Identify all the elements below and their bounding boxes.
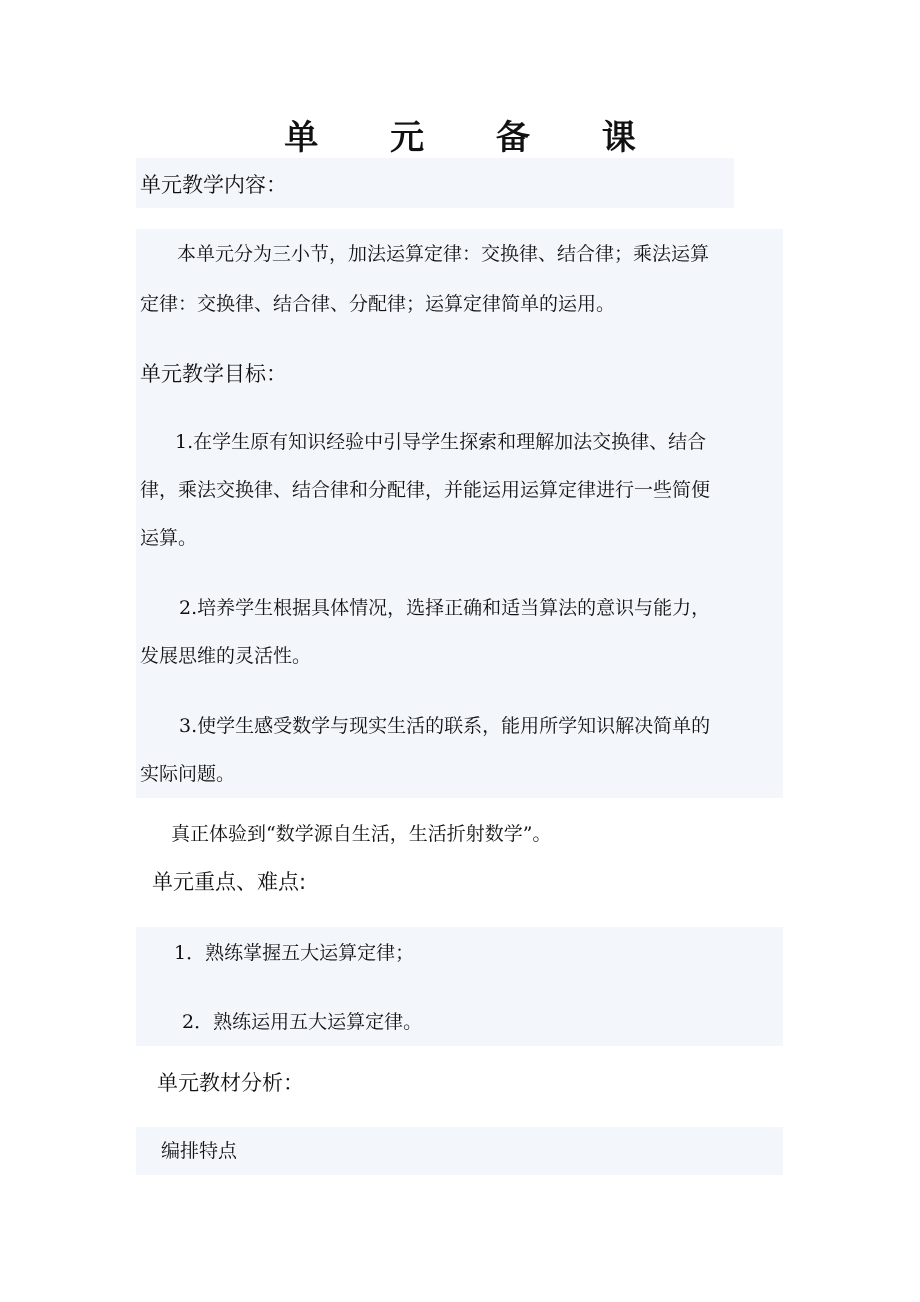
content-paragraph xyxy=(140,229,709,329)
goal-2-line-1: 2.培养学生根据具体情况，选择正确和适当算法的意识与能力， xyxy=(179,597,711,619)
goal-3-line-2: 实际问题。 xyxy=(140,763,236,785)
page-title: 单 元 备 课 xyxy=(284,118,666,158)
content-heading: 单元教学内容： xyxy=(140,173,287,197)
goal-1-line-3: 运算。 xyxy=(140,527,198,549)
goal-3-line-1: 3.使学生感受数学与现实生活的联系，能用所学知识解决简单的 xyxy=(179,715,711,737)
goals-heading: 单元教学目标： xyxy=(140,362,287,386)
analysis-heading: 单元教材分析： xyxy=(157,1071,304,1095)
content-line-1: 本单元分为三小节，加法运算定律：交换律、结合律；乘法运算 xyxy=(177,243,710,265)
goal-item-1 xyxy=(140,417,710,563)
goal-item-3 xyxy=(140,701,710,799)
content-line-2: 定律：交换律、结合律、分配律；运算定律简单的运用。 xyxy=(140,293,616,315)
goal-item-2 xyxy=(140,583,710,681)
goal-1-line-2: 律，乘法交换律、结合律和分配律，并能运用运算定律进行一些简便 xyxy=(140,479,711,501)
goal-2-line-2: 发展思维的灵活性。 xyxy=(140,645,312,667)
goal-1-line-1: 1.在学生原有知识经验中引导学生探索和理解加法交换律、结合 xyxy=(175,431,707,453)
analysis-sub-heading: 编排特点 xyxy=(161,1140,238,1162)
key-point-2: 2．熟练运用五大运算定律。 xyxy=(182,1011,423,1033)
key-points-heading: 单元重点、难点: xyxy=(152,870,307,894)
key-point-1: 1．熟练掌握五大运算定律； xyxy=(174,942,415,964)
goals-closing: 真正体验到“数学源自生活，生活折射数学”。 xyxy=(171,823,552,845)
